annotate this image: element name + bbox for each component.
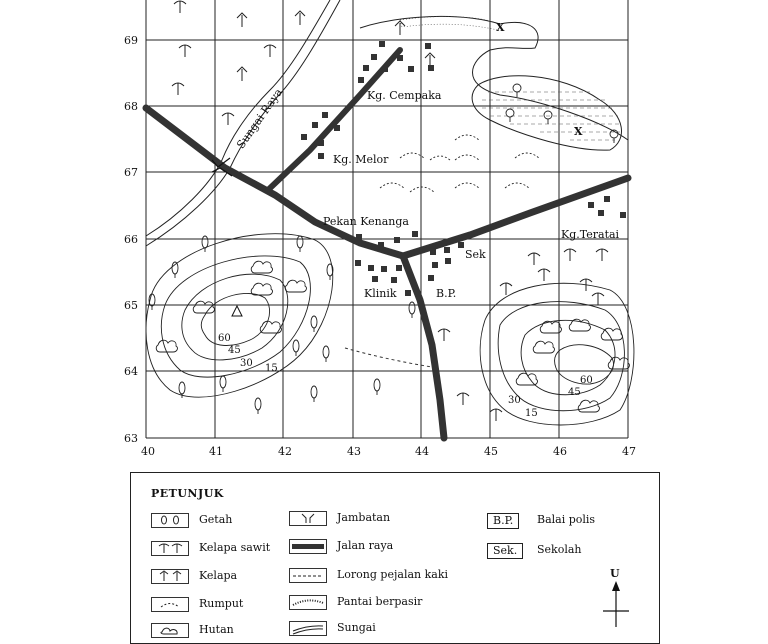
map-legend: PETUNJUK Getah Kelapa sawit Kelapa Rumput Hutan Jambatan Jalan raya Lorong pejalan kaki Pantai berpasir Sungai B.P. Balai polis Sek. Sekolah U bbox=[130, 472, 660, 644]
marker-x-north: X bbox=[496, 21, 505, 34]
place-pekan-kenanga: Pekan Kenanga bbox=[323, 215, 409, 228]
contour-label: 30 bbox=[508, 395, 521, 406]
northing-label: 65 bbox=[124, 299, 138, 312]
northing-label: 66 bbox=[124, 233, 138, 246]
river-label bbox=[234, 86, 285, 151]
northing-label: 63 bbox=[124, 432, 138, 445]
sandy-beach-icon bbox=[289, 595, 327, 610]
north-label: U bbox=[610, 567, 620, 580]
place-klinik: Klinik bbox=[364, 287, 397, 300]
coconut-icon bbox=[151, 569, 189, 584]
river-icon bbox=[289, 621, 327, 636]
easting-label: 44 bbox=[415, 445, 429, 458]
summit-triangle bbox=[232, 306, 242, 316]
contour-label: 45 bbox=[228, 345, 241, 356]
northing-label: 69 bbox=[124, 34, 138, 47]
contour-label: 60 bbox=[580, 375, 593, 386]
contour-label: 15 bbox=[265, 363, 278, 374]
north-arrow-icon bbox=[601, 581, 631, 627]
easting-label: 42 bbox=[278, 445, 292, 458]
contour-label: 30 bbox=[240, 358, 253, 369]
contour-label: 45 bbox=[568, 387, 581, 398]
contour-label: 15 bbox=[525, 408, 538, 419]
place-kg-melor: Kg. Melor bbox=[333, 153, 389, 166]
road-icon bbox=[289, 539, 327, 554]
grass-icon bbox=[380, 135, 539, 192]
place-sekolah: Sek bbox=[465, 248, 486, 261]
svg-text:Sungai Raya: Sungai Raya bbox=[234, 86, 286, 152]
marker-x-east: X bbox=[574, 125, 583, 138]
sandy-beach bbox=[400, 17, 500, 30]
easting-label: 40 bbox=[141, 445, 155, 458]
easting-label: 45 bbox=[484, 445, 498, 458]
bridge-icon bbox=[289, 511, 327, 526]
oil-palm-icon bbox=[151, 541, 189, 556]
place-kg-teratai: Kg.Teratai bbox=[561, 228, 620, 241]
north-arrow bbox=[601, 567, 631, 627]
northing-label: 67 bbox=[124, 166, 138, 179]
footpath bbox=[345, 348, 438, 368]
buildings bbox=[301, 41, 626, 296]
forest-icon bbox=[151, 623, 189, 638]
swamp-area bbox=[472, 76, 621, 150]
rubber-tree-icon bbox=[151, 513, 189, 528]
place-kg-cempaka: Kg. Cempaka bbox=[367, 89, 442, 102]
contour-label: 60 bbox=[218, 333, 231, 344]
grass-icon bbox=[151, 597, 189, 612]
place-balai-polis: B.P. bbox=[436, 287, 457, 300]
northing-label: 68 bbox=[124, 100, 138, 113]
footpath-icon bbox=[289, 568, 327, 583]
easting-label: 41 bbox=[209, 445, 223, 458]
legend-title: PETUNJUK bbox=[151, 487, 224, 500]
easting-label: 43 bbox=[347, 445, 361, 458]
northing-label: 64 bbox=[124, 365, 138, 378]
river bbox=[146, 0, 340, 246]
easting-label: 46 bbox=[553, 445, 567, 458]
contours-west bbox=[146, 234, 333, 397]
easting-label: 47 bbox=[622, 445, 636, 458]
